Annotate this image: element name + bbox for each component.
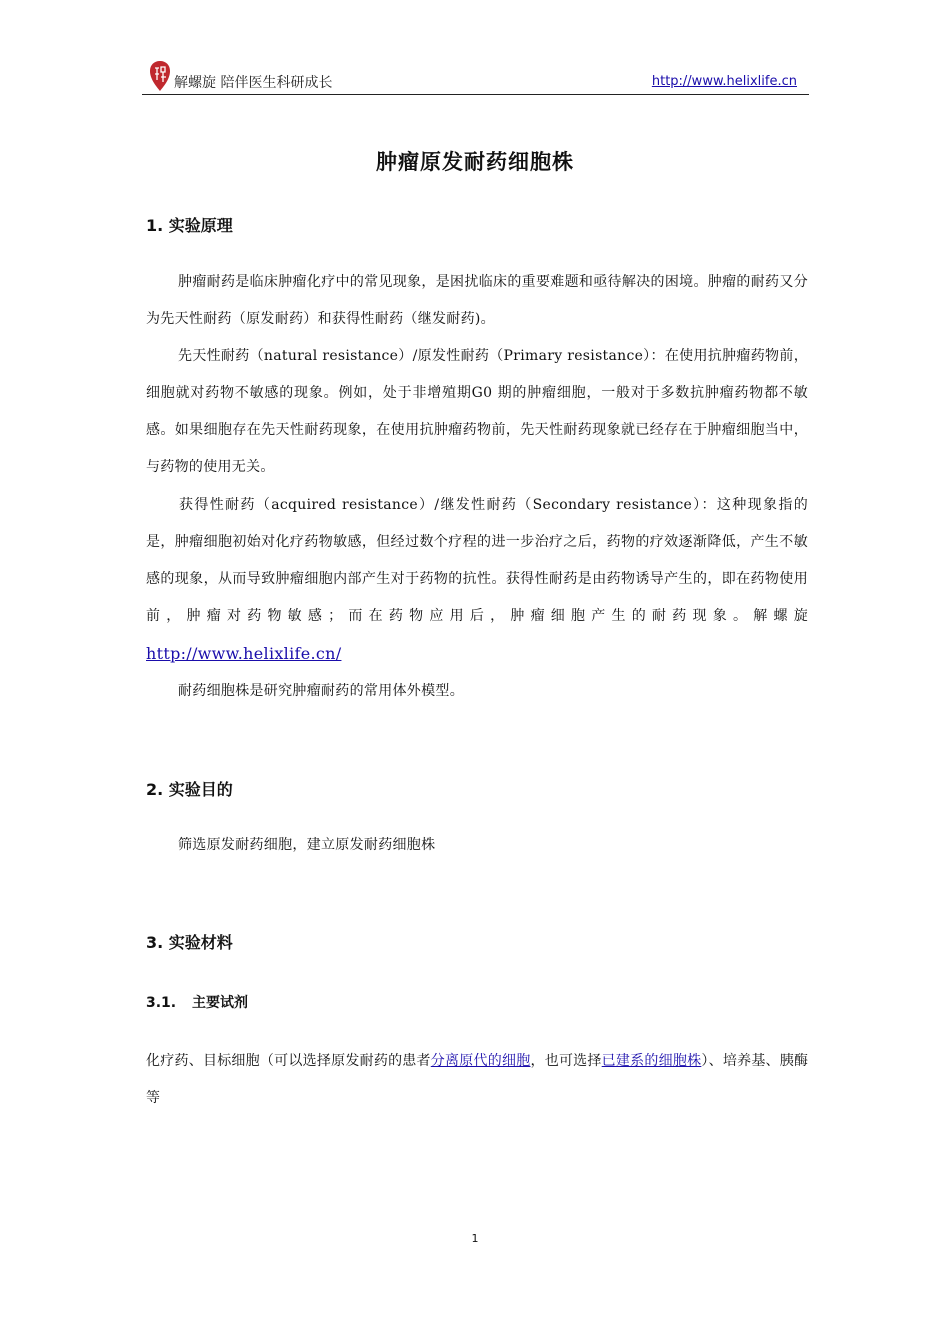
paragraph-reagents — [146, 1043, 808, 1117]
site-url-link[interactable]: http://www.helixlife.cn — [651, 74, 797, 89]
page-title: 肿瘤原发耐药细胞株 — [376, 150, 574, 174]
paragraph-text: 先天性耐药（natural resistance）/原发性耐药（Primary resistance）：在使用抗肿瘤药物前，细胞就对药物不敏感的现象。例如，处于非增殖期G0 期的肿瘤细胞，一般对于多数抗肿瘤药物都不敏感。如果细胞存在先天性耐药现象，在使用抗肿瘤药物前，先天性耐药现象就已经存在于肿瘤细胞当中，与药物的使用无关。 — [146, 348, 808, 475]
subsection-heading-reagents — [146, 992, 248, 1012]
paragraph-text: 获得性耐药（acquired resistance）/继发性耐药（Secondary resistance）：这种现象指的是，肿瘤细胞初始对化疗药物敏感，但经过数个疗程的进一步治疗之后，药物的疗效逐渐降低，产生不敏感的现象，从而导致肿瘤细胞内部产生对于药物的抗性。获得性耐药是由药物诱导产生的，即在药物使用前，肿瘤对药物敏感；而在药物应用后，肿瘤细胞产生的耐药现象。解螺旋 — [146, 497, 808, 624]
section-heading-materials: 3. 实验材料 — [146, 933, 233, 952]
section-heading-purpose: 2. 实验目的 — [146, 780, 233, 799]
page-header — [142, 60, 809, 96]
subsection-number: 3.1. — [146, 995, 177, 1011]
brand-slogan: 解螺旋 陪伴医生科研成长 — [174, 75, 333, 91]
paragraph-text: ）、培养基、胰酶等 — [146, 1053, 809, 1106]
paragraph-text: 筛选原发耐药细胞，建立原发耐药细胞株 — [178, 837, 436, 853]
paragraph-text: ，也可选择 — [530, 1053, 602, 1069]
primary-cells-link[interactable]: 分离原代的细胞 — [430, 1053, 531, 1069]
paragraph-principle-1 — [146, 264, 808, 338]
section-heading-principle: 1. 实验原理 — [146, 216, 233, 235]
paragraph-principle-3 — [146, 487, 808, 674]
page-number: 1 — [471, 1232, 479, 1245]
paragraph-text: 肿瘤耐药是临床肿瘤化疗中的常见现象，是困扰临床的重要难题和亟待解决的困境。肿瘤的耐药又分为先天性耐药（原发耐药）和获得性耐药（继发耐药)。 — [146, 274, 808, 327]
helixlife-inline-link[interactable]: http://www.helixlife.cn/ — [146, 644, 342, 663]
paragraph-principle-4 — [146, 673, 808, 710]
helix-seal-logo-icon — [148, 60, 172, 92]
subsection-title: 主要试剂 — [192, 995, 248, 1011]
paragraph-text: 耐药细胞株是研究肿瘤耐药的常用体外模型。 — [178, 683, 464, 699]
paragraph-purpose — [146, 827, 808, 864]
paragraph-text: 化疗药、目标细胞（可以选择原发耐药的患者 — [146, 1053, 431, 1069]
header-divider — [142, 94, 809, 95]
paragraph-principle-2 — [146, 338, 808, 486]
cell-lines-link[interactable]: 已建系的细胞株 — [601, 1053, 702, 1069]
